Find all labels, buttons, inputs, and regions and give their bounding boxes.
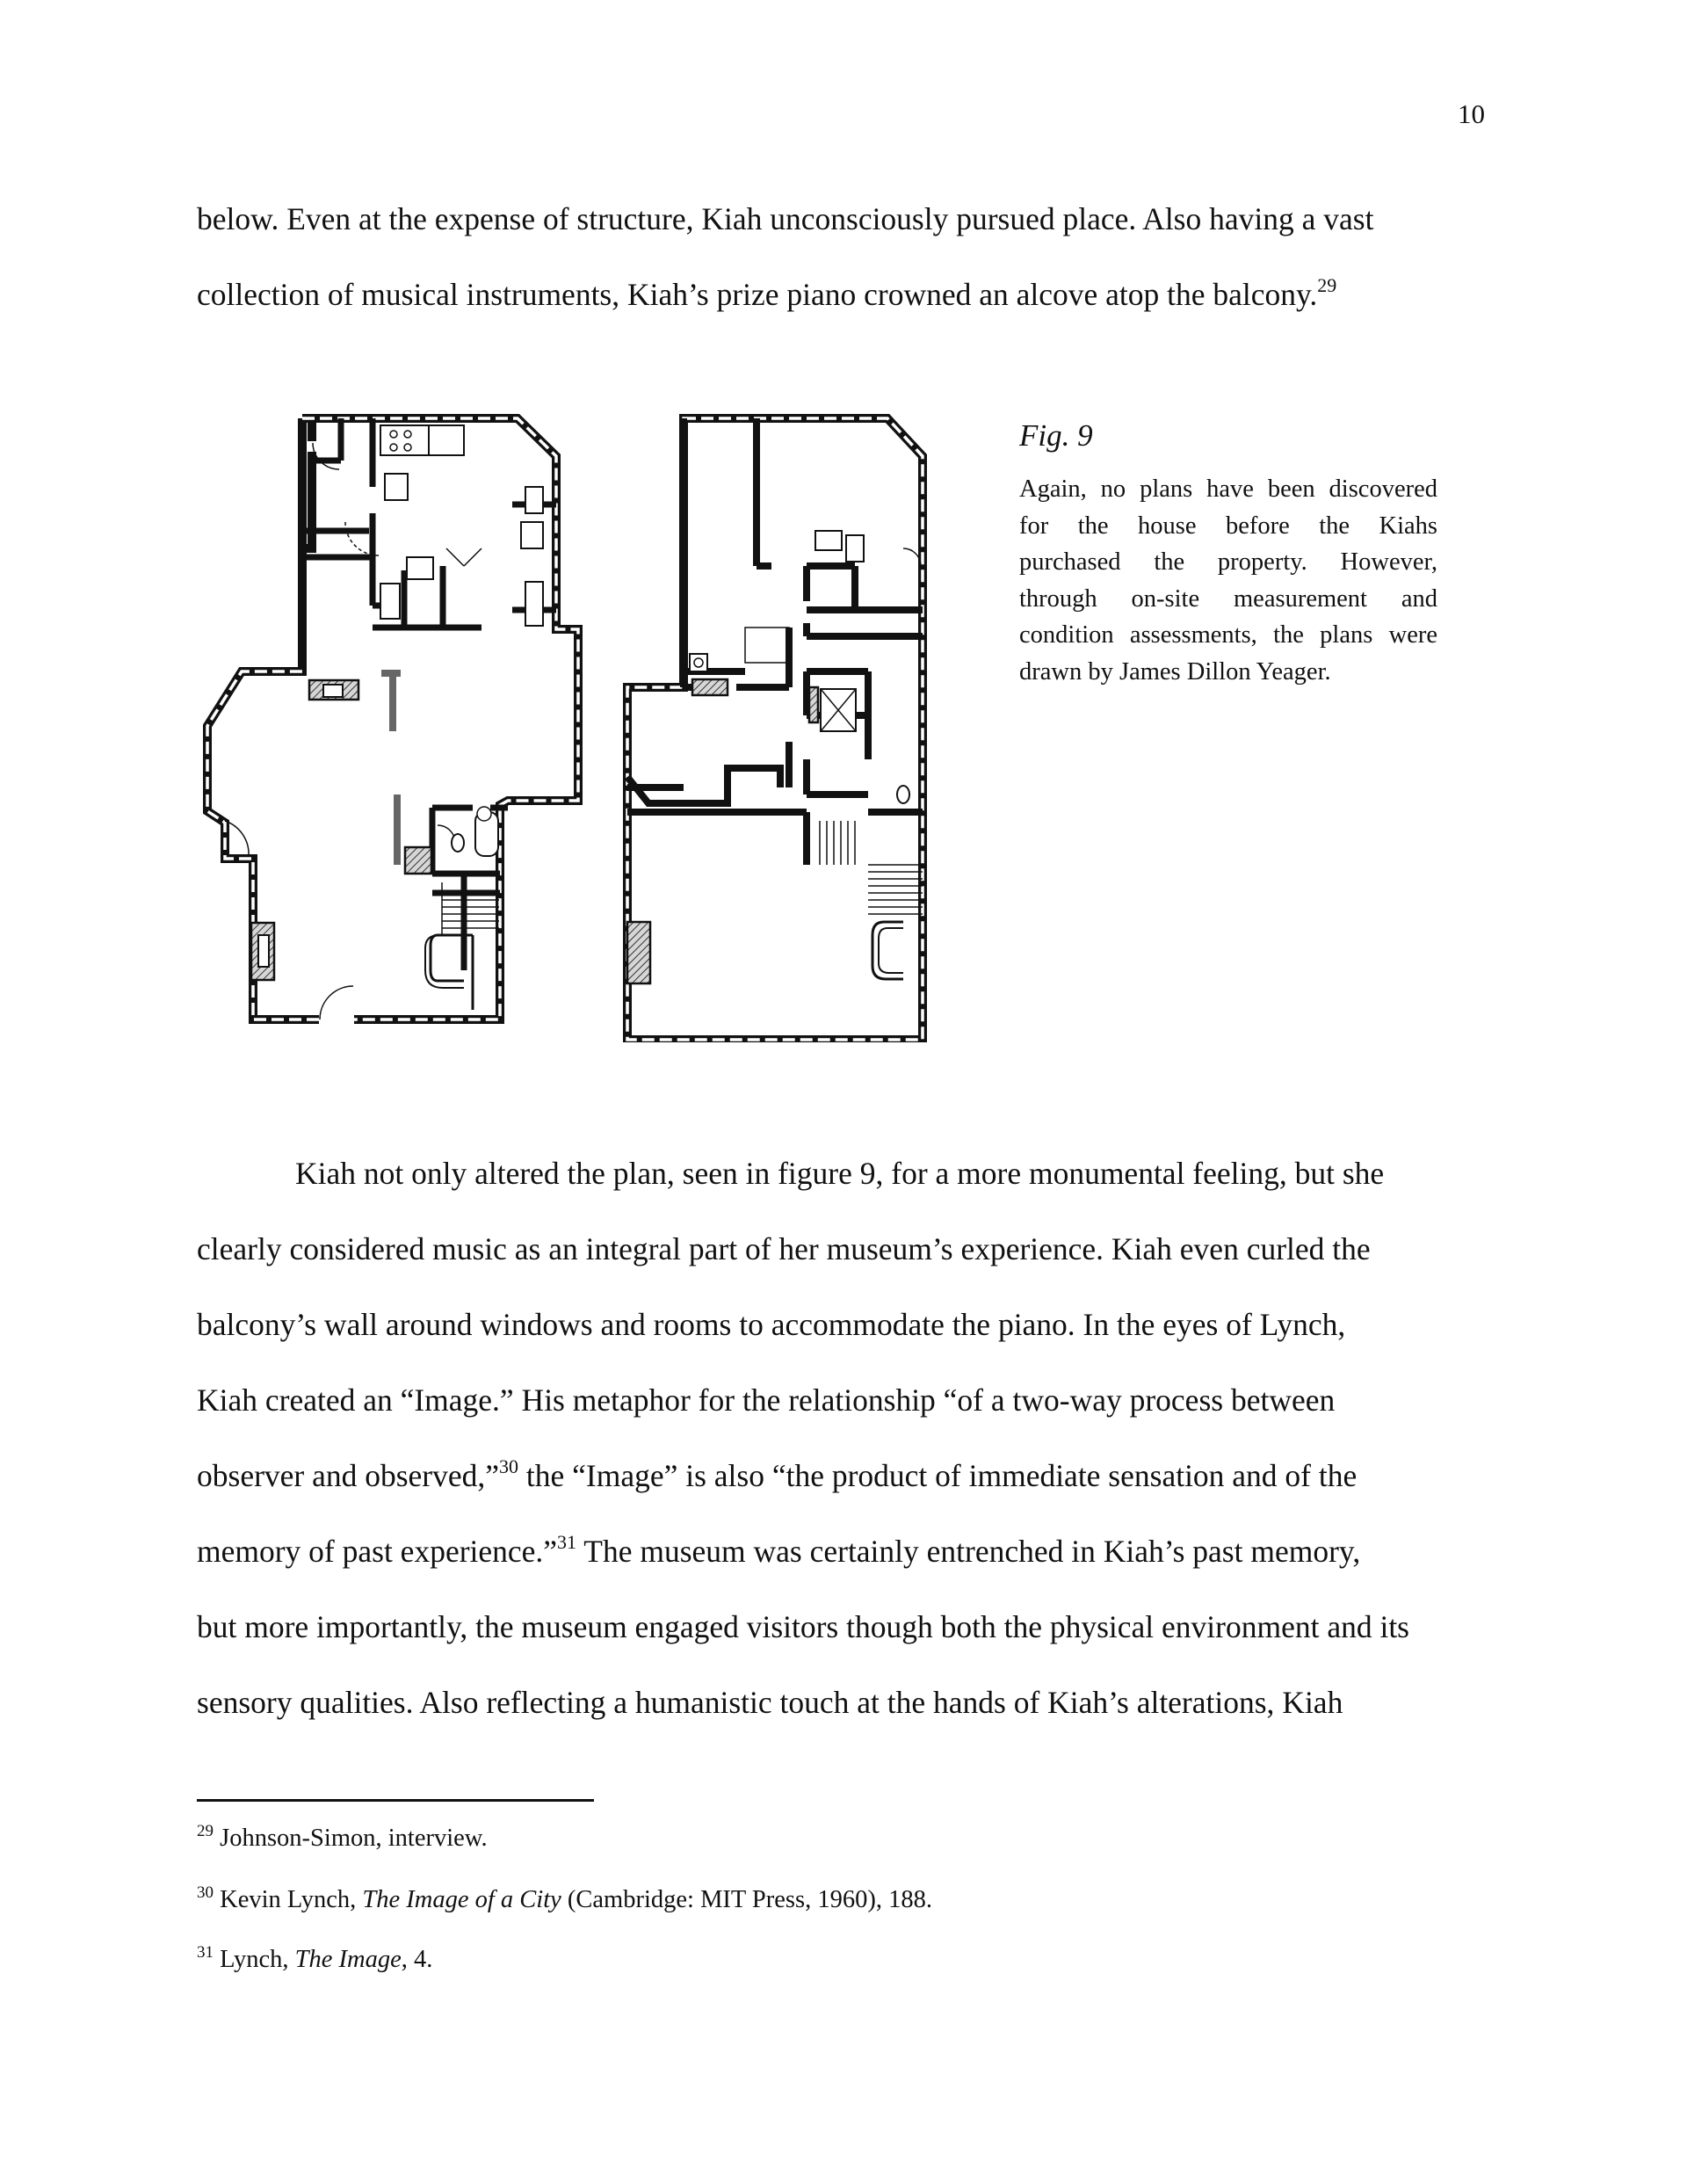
- paragraph-line: clearly considered music as an integral part of her museum’s experience. Kiah even curled the: [197, 1231, 1371, 1266]
- footnote: $^{31}$ Lynch, The Image, 4.: [197, 1943, 433, 1973]
- fireplace-hearth: [627, 922, 650, 983]
- paragraph-line: sensory qualities. Also reflecting a humanistic touch at the hands of Kiah’s alterations, Kiah: [197, 1685, 1343, 1720]
- footnote-mark: 29: [197, 1822, 214, 1840]
- caption-line: purchased the property. However,: [1019, 548, 1437, 576]
- paragraph-line: below. Even at the expense of structure, Kiah unconsciously pursued place. Also having a vast: [197, 201, 1374, 236]
- page-number: 10: [1458, 98, 1485, 129]
- book-title: The Image of a City: [362, 1886, 561, 1913]
- paragraph-line: balcony’s wall around windows and rooms to accommodate the piano. In the eyes of Lynch,: [197, 1307, 1346, 1342]
- paragraph-line: Kiah not only altered the plan, seen in figure 9, for a more monumental feeling, but she: [295, 1156, 1385, 1191]
- footnote-separator: [197, 1799, 594, 1802]
- footnote-mark: 30: [197, 1883, 214, 1902]
- paragraph-line: memory of past experience.”$^{31}$ The museum was certainly entrenched in Kiah’s past memory,: [197, 1531, 1361, 1569]
- caption-line: Again, no plans have been discovered: [1019, 475, 1437, 503]
- first-floor-plan: [207, 418, 578, 1019]
- paragraph-line: observer and observed,”$^{30}$ the “Image” is also “the product of immediate sensation and of the: [197, 1455, 1358, 1493]
- footnote-reference[interactable]: 31: [557, 1531, 577, 1553]
- paragraph-line: collection of musical instruments, Kiah’s prize piano crowned an alcove atop the balcony.$^{29}$: [197, 274, 1337, 312]
- figure-label: Fig. 9: [1019, 418, 1093, 453]
- second-floor-plan: [627, 418, 923, 1040]
- floor-plans-figure: [200, 408, 938, 1042]
- figure-caption: [1019, 471, 1437, 690]
- caption-line: condition assessments, the plans were: [1019, 621, 1437, 649]
- book-title: The Image: [294, 1946, 402, 1973]
- paragraph-line: but more importantly, the museum engaged visitors though both the physical environment and its: [197, 1609, 1409, 1644]
- footnote: $^{29}$ Johnson-Simon, interview.: [197, 1822, 488, 1852]
- caption-line: through on-site measurement and: [1019, 584, 1437, 613]
- footnote-reference[interactable]: 29: [1317, 274, 1337, 296]
- paragraph-line: Kiah created an “Image.” His metaphor for the relationship “of a two-way process between: [197, 1382, 1336, 1418]
- caption-line: for the house before the Kiahs: [1019, 512, 1437, 540]
- footnote-mark: 31: [197, 1943, 214, 1962]
- footnote-reference[interactable]: 30: [499, 1455, 519, 1477]
- caption-line: drawn by James Dillon Yeager.: [1019, 657, 1331, 686]
- footnote: $^{30}$ Kevin Lynch, The Image of a City (Cambridge: MIT Press, 1960), 188.: [197, 1883, 932, 1913]
